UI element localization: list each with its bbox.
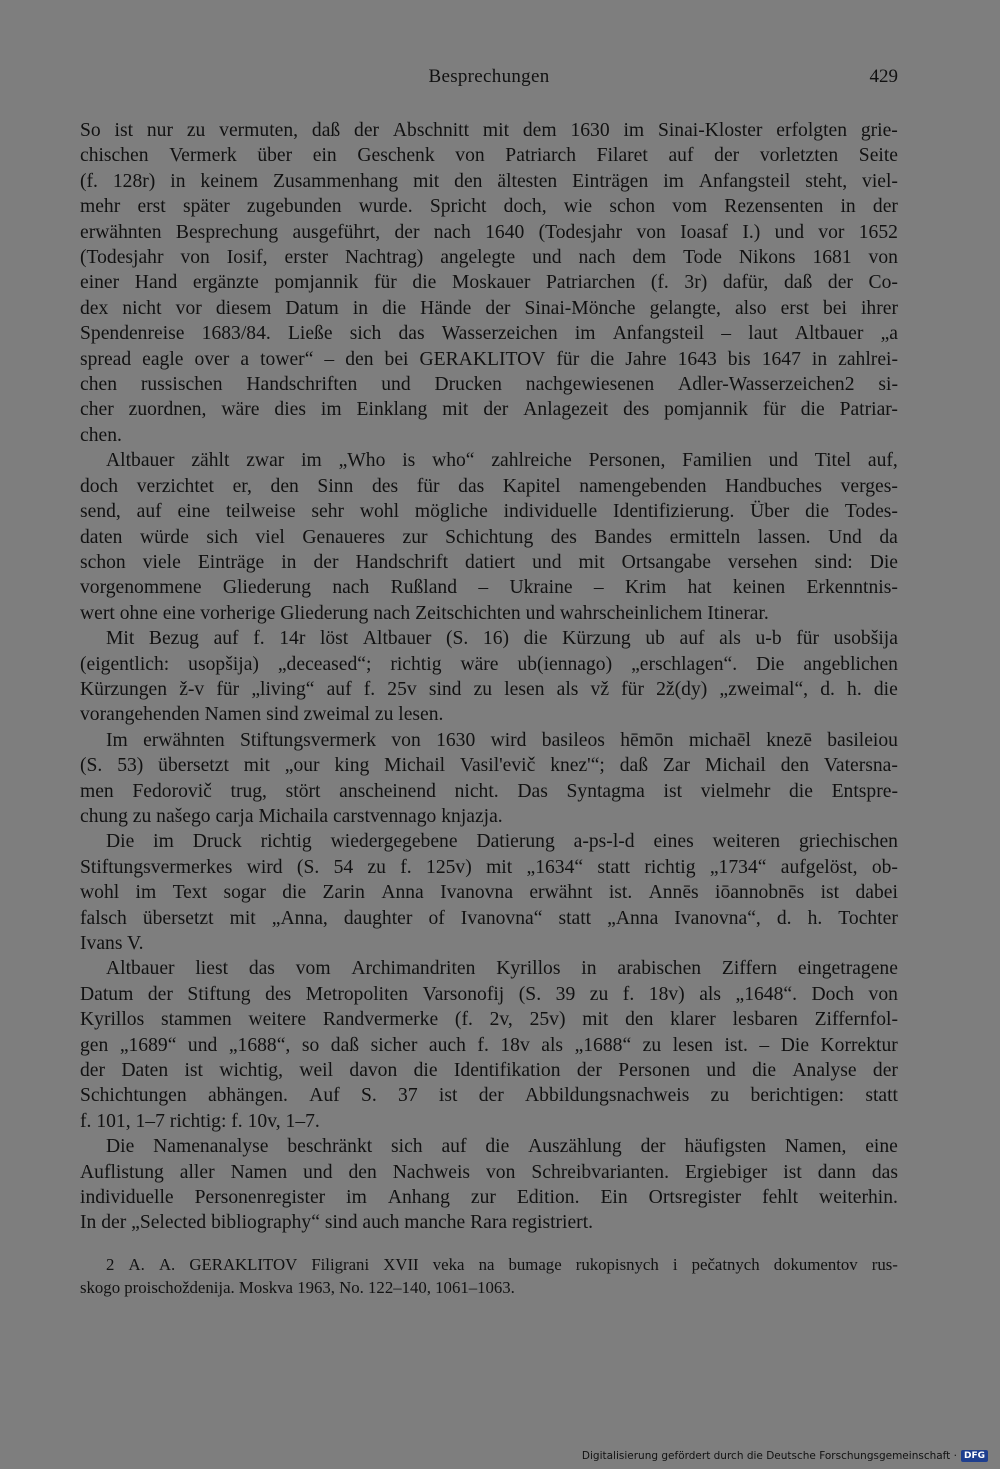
text-line: f. 101, 1–7 richtig: f. 10v, 1–7. [80,1110,320,1132]
footnote [80,1253,898,1299]
text-line: chen russischen Handschriften und Drucken nachgewiesenen Adler-Wasserzeichen2 si- [80,374,898,396]
text-line: (S. 53) übersetzt mit „our king Michail Vasil'evič knez'“; daß Zar Michail den Vatersna- [80,755,898,777]
paragraph [80,956,898,1134]
text-line: Mit Bezug auf f. 14r löst Altbauer (S. 16) die Kürzung ub auf als u-b für usobšija [106,628,898,650]
text-line: Spendenreise 1683/84. Ließe sich das Wasserzeichen im Anfangsteil – laut Altbauer „a [80,323,898,345]
text-line: chung zu našego carja Michaila carstvennago knjazja. [80,805,503,827]
text-line: gen „1689“ und „1688“, so daß sicher auch f. 18v als „1688“ zu lesen ist. – Die Korrektur [80,1034,898,1056]
text-line: So ist nur zu vermuten, daß der Abschnitt mit dem 1630 im Sinai-Kloster erfolgten grie- [80,120,898,141]
paragraph [80,728,898,830]
paragraph [80,448,898,626]
text-line: daten würde sich viel Genaueres zur Schichtung des Bandes ermitteln lassen. Und da [80,526,898,548]
text-line: Die Namenanalyse beschränkt sich auf die Auszählung der häufigsten Namen, eine [106,1136,898,1158]
text-line: Stiftungsvermerkes wird (S. 54 zu f. 125v) mit „1634“ statt richtig „1734“ aufgelöst, ob- [80,856,898,878]
text-line: vorgenommene Gliederung nach Rußland – Ukraine – Krim hat keinen Erkenntnis- [80,577,898,599]
text-line: schon viele Einträge in der Handschrift datiert und mit Ortsangabe versehen sind: Die [80,551,898,573]
text-line: spread eagle over a tower“ – den bei GERAKLITOV für die Jahre 1643 bis 1647 in zahlrei- [80,348,898,370]
text-line: cher zuordnen, wäre dies im Einklang mit der Anlagezeit des pomjannik für die Patriar- [80,399,898,421]
text-line: falsch übersetzt mit „Anna, daughter of Ivanovna“ statt „Anna Ivanovna“, d. h. Tochter [80,907,898,929]
text-line: dex nicht vor diesem Datum in die Hände der Sinai-Mönche gelangte, also erst bei ihrer [80,297,898,319]
text-line: Kyrillos stammen weitere Randvermerke (f. 2v, 25v) mit den klarer lesbaren Ziffernfol- [80,1009,898,1031]
text-line: doch verzichtet er, den Sinn des für das Kapitel namengebenden Handbuches verges- [80,475,898,497]
text-line: (eigentlich: usopšija) „deceased“; richtig wäre ub(iennago) „erschlagen“. Die angeblichen [80,653,898,675]
text-line: 2 A. A. GERAKLITOV Filigrani XVII veka na bumage rukopisnych i pečatnych dokumentov rus- [106,1255,898,1274]
paragraph [80,118,898,448]
credit-text: Digitalisierung gefördert durch die Deutsche Forschungsgemeinschaft · [581,1450,957,1462]
text-line: Ivans V. [80,933,144,954]
text-line: In der „Selected bibliography“ sind auch manche Rara registriert. [80,1212,594,1234]
text-line: einer Hand ergänzte pomjannik für die Moskauer Patriarchen (f. 3r) dafür, daß der Co- [80,272,898,294]
text-line: Altbauer zählt zwar im „Who is who“ zahlreiche Personen, Familien und Titel auf, [106,450,898,472]
text-line: Auflistung aller Namen und den Nachweis von Schreibvarianten. Ergiebiger ist dann das [80,1161,898,1183]
paragraph [80,626,898,728]
page-header [80,66,898,96]
text-line: mehr erst später zugebunden wurde. Spricht doch, wie schon vom Rezensenten in der [80,196,898,218]
text-line: Im erwähnten Stiftungsvermerk von 1630 wird basileos hēmōn michaēl knezē basileiou [106,729,898,751]
text-line: chischen Vermerk über ein Geschenk von Patriarch Filaret auf der vorletzten Seite [80,145,898,167]
text-line: Datum der Stiftung des Metropoliten Varsonofij (S. 39 zu f. 18v) als „1648“. Doch von [80,983,898,1005]
running-title: Besprechungen [428,66,550,87]
text-line: Altbauer liest das vom Archimandriten Kyrillos in arabischen Ziffern eingetragene [106,958,898,980]
text-line: Schichtungen abhängen. Auf S. 37 ist der Abbildungsnachweis zu berichtigen: statt [80,1085,898,1107]
dfg-logo: DFG [961,1450,988,1462]
text-line: send, auf eine teilweise sehr wohl mögliche individuelle Identifizierung. Über die Todes- [80,501,898,523]
page-number: 429 [869,66,898,87]
text-line: (Todesjahr von Iosif, erster Nachtrag) angelegte und nach dem Tode Nikons 1681 von [80,247,898,269]
text-line: erwähnten Besprechung ausgeführt, der nach 1640 (Todesjahr von Ioasaf I.) und vor 1652 [80,221,898,243]
text-line: skogo proischoždenija. Moskva 1963, No. 122–140, 1061–1063. [80,1278,515,1297]
text-line: der Daten ist wichtig, weil davon die Identifikation der Personen und die Analyse der [80,1060,898,1082]
article-body [80,118,898,1236]
text-line: individuelle Personenregister im Anhang zur Edition. Ein Ortsregister fehlt weiterhin. [80,1187,898,1209]
text-line: Kürzungen ž-v für „living“ auf f. 25v sind zu lesen als vž für 2ž(dy) „zweimal“, d. h. die [80,678,898,700]
paragraph [80,1134,898,1236]
text-line: Die im Druck richtig wiedergegebene Datierung a-ps-l-d eines weiteren griechischen [106,831,898,853]
text-line: vorangehenden Namen sind zweimal zu lesen. [80,704,444,726]
paragraph [80,829,898,956]
text-line: wohl im Text sogar die Zarin Anna Ivanovna erwähnt ist. Annēs iōannobnēs ist dabei [80,882,898,904]
text-line: chen. [80,424,122,446]
digitization-credit [582,1449,988,1463]
text-line: (f. 128r) in keinem Zusammenhang mit den ältesten Einträgen im Anfangsteil steht, viel- [80,170,898,192]
text-line: men Fedorovič trug, stört anscheinend nicht. Das Syntagma ist vielmehr die Entspre- [80,780,898,802]
text-line: wert ohne eine vorherige Gliederung nach Zeitschichten und wahrscheinlichem Itinerar. [80,602,769,624]
